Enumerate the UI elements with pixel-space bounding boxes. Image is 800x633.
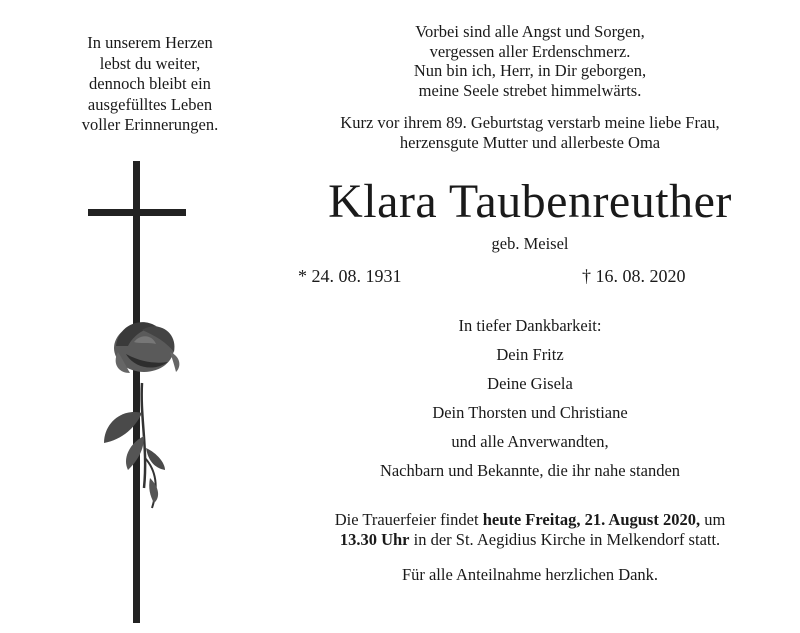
intro-line: Kurz vor ihrem 89. Geburtstag verstarb meine liebe Frau, (340, 113, 720, 132)
intro-text (280, 113, 780, 152)
deceased-name: Klara Taubenreuther (328, 175, 732, 228)
death-date: † 16. 08. 2020 (582, 266, 686, 286)
rose-icon (104, 322, 179, 508)
mourners-list (280, 311, 780, 485)
left-poem-line: ausgefülltes Leben (87, 94, 213, 114)
maiden-name: geb. Meisel (491, 234, 569, 253)
right-poem-line: meine Seele strebet himmelwärts. (418, 80, 642, 100)
left-poem (40, 33, 260, 136)
ceremony-date: heute Freitag, 21. August 2020, (482, 510, 701, 529)
birth-date: * 24. 08. 1931 (298, 266, 402, 286)
mourner-line: Deine Gisela (487, 374, 573, 393)
intro-line: herzensgute Mutter und allerbeste Oma (399, 132, 661, 152)
left-poem-line: In unserem Herzen (87, 33, 213, 52)
mourner-line: Dein Thorsten und Christiane (432, 403, 628, 422)
mourners-heading: In tiefer Dankbarkeit: (458, 316, 602, 335)
right-poem-line: Vorbei sind alle Angst und Sorgen, (415, 22, 645, 41)
ceremony-location: in der St. Aegidius Kirche in Melkendorf statt. (409, 530, 721, 549)
left-poem-line: lebst du weiter, (99, 53, 201, 73)
ceremony-info (280, 510, 780, 550)
right-poem (300, 22, 760, 100)
ceremony-text: um (700, 510, 726, 529)
right-poem-line: vergessen aller Erdenschmerz. (429, 41, 631, 61)
mourner-line: und alle Anverwandten, (451, 432, 609, 451)
right-poem-line: Nun bin ich, Herr, in Dir geborgen, (413, 61, 647, 80)
ceremony-time: 13.30 Uhr (339, 530, 410, 549)
cross-with-rose (82, 158, 202, 628)
left-poem-line: dennoch bleibt ein (89, 74, 211, 93)
mourner-line: Dein Fritz (496, 345, 564, 364)
cross-icon (82, 158, 202, 628)
thanks-line: Für alle Anteilnahme herzlichen Dank. (401, 565, 659, 584)
mourner-line: Nachbarn und Bekannte, die ihr nahe standen (379, 461, 681, 480)
ceremony-text: Die Trauerfeier findet (334, 510, 483, 529)
left-poem-line: voller Erinnerungen. (81, 115, 219, 134)
